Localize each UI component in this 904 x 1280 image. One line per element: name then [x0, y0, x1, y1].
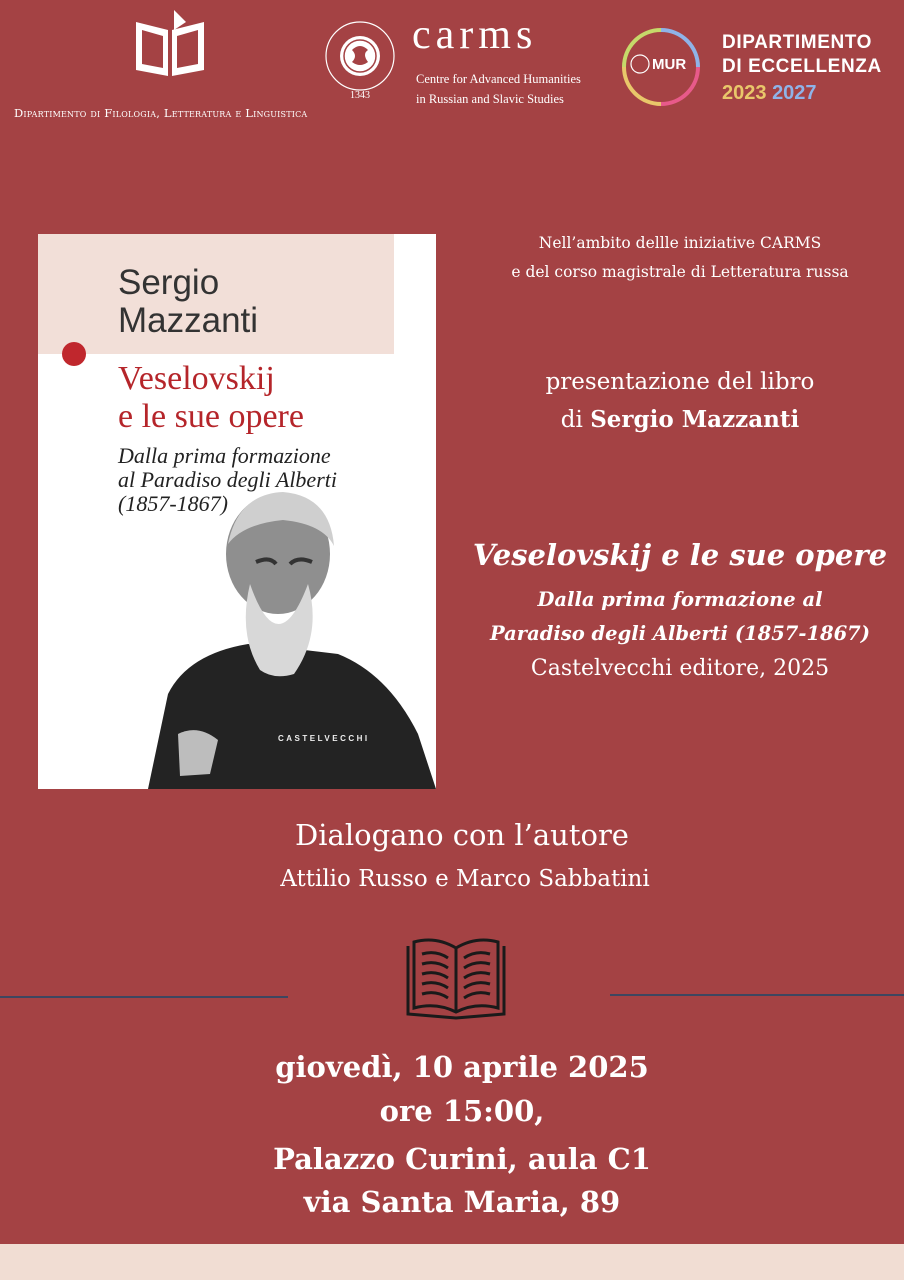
- event-place: Palazzo Curini, aula C1: [273, 1142, 651, 1176]
- excellence-line1: DIPARTIMENTO: [722, 32, 873, 53]
- year-start: 2023: [722, 82, 767, 104]
- cover-title: [118, 360, 304, 436]
- publisher-mark-icon: [62, 342, 86, 366]
- mur-label: MUR: [652, 56, 687, 73]
- book-subtitle-line1: Dalla prima formazione al: [537, 588, 823, 611]
- cover-subtitle-line1: Dalla prima formazione: [118, 443, 331, 468]
- event-date: giovedì, 10 aprile 2025: [275, 1050, 649, 1084]
- cover-author: [118, 264, 258, 340]
- excellence-years: [722, 82, 817, 105]
- cover-title-line1: Veselovskij: [118, 360, 275, 397]
- presentation-author: Sergio Mazzanti: [590, 406, 800, 433]
- presentation-line1: presentazione del libro: [545, 369, 815, 395]
- seal-year: 1343: [350, 90, 370, 100]
- carms-title: carms: [412, 12, 538, 58]
- dialogue-speakers: Attilio Russo e Marco Sabbatini: [280, 866, 650, 892]
- cover-subtitle-line3: (1857-1867): [118, 491, 228, 516]
- cover-title-line2: e le sue opere: [118, 398, 304, 435]
- dialogue-heading: Dialogano con l’autore: [295, 818, 629, 852]
- book-subtitle-line2: Paradiso degli Alberti (1857-1867): [490, 622, 870, 645]
- event-time: ore 15:00,: [379, 1094, 545, 1128]
- book-cover: [38, 234, 436, 789]
- divider-right: [610, 994, 904, 996]
- carms-subtitle-line1: Centre for Advanced Humanities: [416, 72, 581, 86]
- footer-band: [0, 1244, 904, 1280]
- excellence-line2: DI ECCELLENZA: [722, 56, 882, 77]
- cover-subtitle-line2: al Paradiso degli Alberti: [118, 467, 337, 492]
- department-name: Dipartimento di Filologia, Letteratura e Linguistica: [14, 106, 308, 120]
- intro-line1: Nell’ambito dellle iniziative CARMS: [538, 234, 822, 252]
- presentation-line2: [450, 406, 904, 433]
- open-book-icon: [404, 936, 508, 1020]
- department-book-logo: [130, 8, 210, 78]
- university-seal-icon: [322, 16, 398, 100]
- carms-subtitle-line2: in Russian and Slavic Studies: [416, 92, 564, 106]
- divider-left: [0, 996, 288, 998]
- cover-author-first: Sergio: [118, 263, 220, 302]
- intro-line2: e del corso magistrale di Letteratura russa: [511, 263, 849, 281]
- author-portrait-photo: [38, 484, 436, 789]
- cover-publisher: CASTELVECCHI: [278, 734, 370, 743]
- event-address: via Santa Maria, 89: [303, 1185, 621, 1219]
- presentation-prefix: di: [560, 407, 591, 433]
- book-title: Veselovskij e le sue opere: [472, 538, 888, 572]
- book-publisher: Castelvecchi editore, 2025: [530, 656, 830, 681]
- cover-author-last: Mazzanti: [118, 301, 259, 340]
- year-end: 2027: [772, 82, 817, 104]
